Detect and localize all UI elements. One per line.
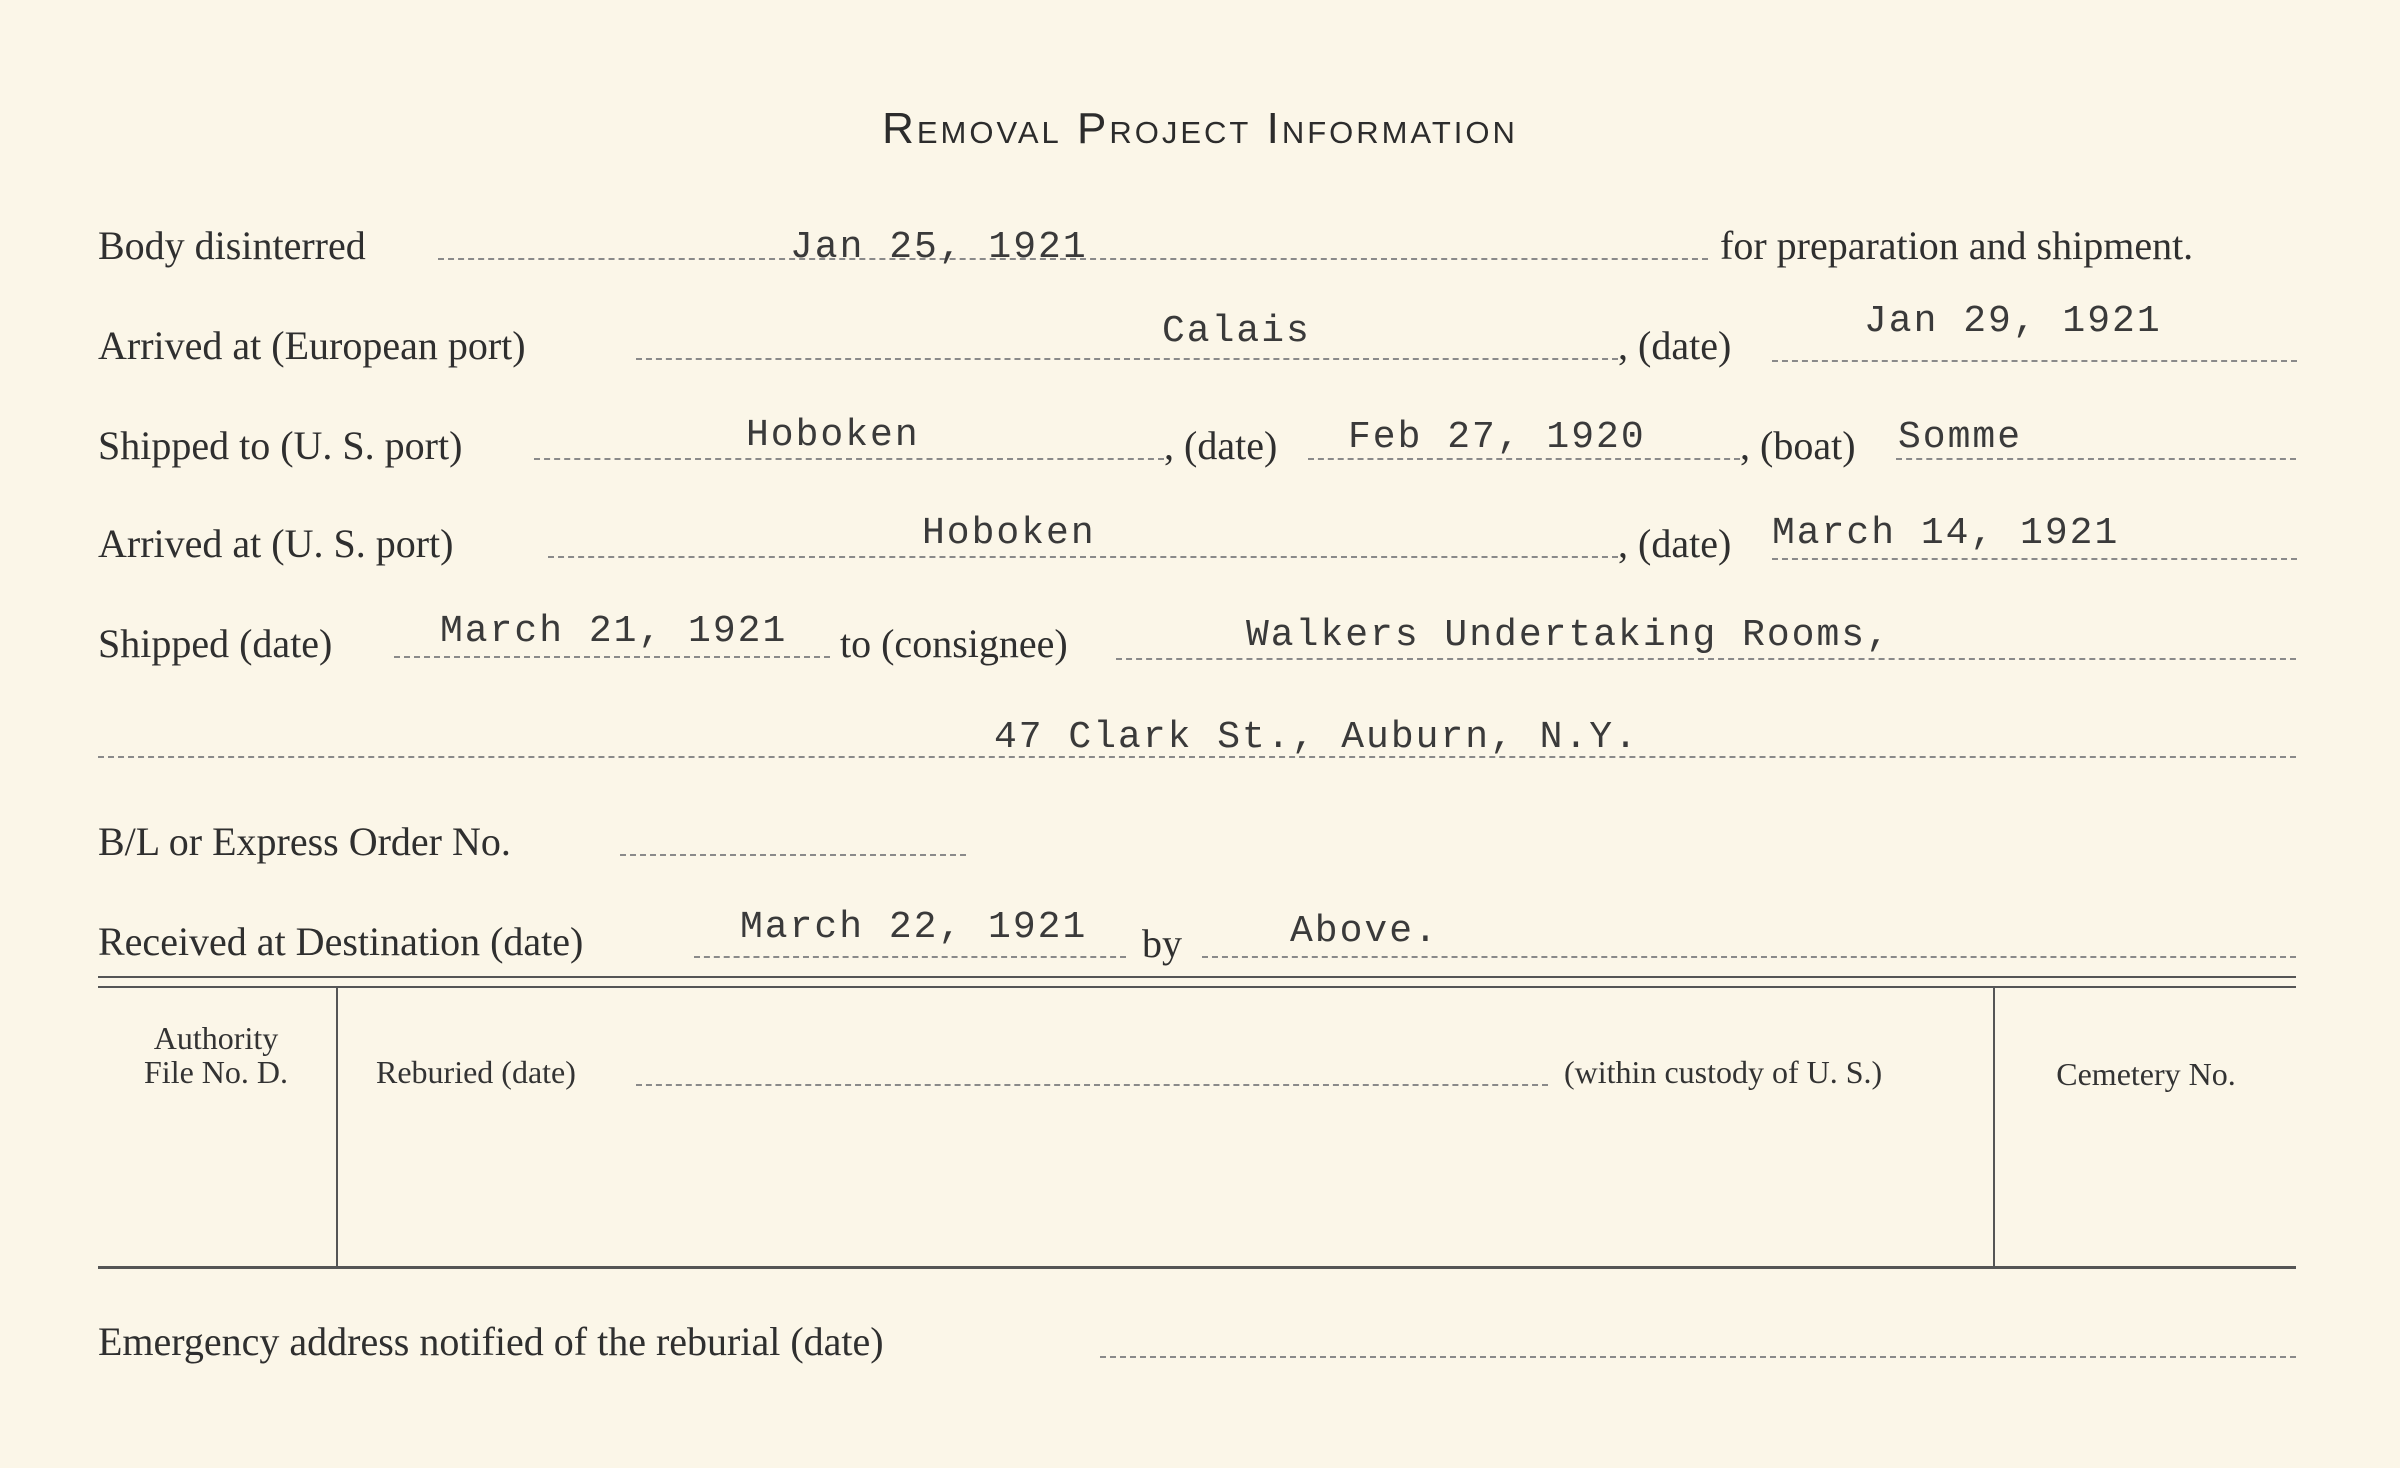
label-to-consignee: to (consignee) [840, 621, 1068, 666]
label-file-no: File No. D. [144, 1054, 288, 1090]
disinterred-date-value: Jan 25, 1921 [790, 226, 1088, 269]
european-date-value: Jan 29, 1921 [1864, 300, 2162, 343]
label-date-1: , (date) [1618, 323, 1732, 368]
label-authority: Authority [153, 1020, 279, 1056]
label-bl-order: B/L or Express Order No. [98, 819, 511, 864]
european-port-value: Calais [1162, 310, 1311, 353]
received-by-line [1202, 956, 2296, 958]
box-top-rule-2 [98, 986, 2296, 988]
boat-value: Somme [1898, 416, 2023, 459]
reburied-line [636, 1084, 1548, 1086]
label-for-preparation: for preparation and shipment. [1720, 223, 2194, 268]
consignee-value: Walkers Undertaking Rooms, [1246, 614, 1891, 657]
label-cemetery-no: Cemetery No. [2056, 1056, 2236, 1092]
label-shipped-date: Shipped (date) [98, 621, 333, 666]
us-port-shipped-line [534, 458, 1164, 460]
us-port-arrived-value: Hoboken [922, 512, 1096, 555]
label-body-disinterred: Body disinterred [98, 223, 366, 268]
received-date-line [694, 956, 1126, 958]
box-divider-left [336, 988, 338, 1266]
emergency-line [1100, 1356, 2296, 1358]
consignee-line [1116, 658, 2296, 660]
shipped-date-value: Feb 27, 1920 [1348, 416, 1646, 459]
label-boat: , (boat) [1740, 423, 1856, 468]
us-port-shipped-value: Hoboken [746, 414, 920, 457]
label-arrived-us: Arrived at (U. S. port) [98, 521, 454, 566]
received-date-value: March 22, 1921 [740, 906, 1088, 949]
card-title: Removal Project Information [882, 104, 1518, 153]
label-shipped-us: Shipped to (U. S. port) [98, 423, 463, 468]
us-port-arrived-line [548, 556, 1618, 558]
arrived-date-line [1772, 558, 2297, 560]
bl-order-line [620, 854, 966, 856]
shipped-to-date-value: March 21, 1921 [440, 610, 788, 653]
box-divider-right [1993, 988, 1995, 1266]
label-arrived-european: Arrived at (European port) [98, 323, 526, 368]
box-bottom-rule [98, 1266, 2296, 1269]
arrived-date-value: March 14, 1921 [1772, 512, 2120, 555]
label-within-custody: (within custody of U. S.) [1564, 1054, 1883, 1090]
received-by-value: Above. [1290, 910, 1439, 953]
consignee-address-value: 47 Clark St., Auburn, N.Y. [994, 716, 1639, 759]
box-top-rule-1 [98, 976, 2296, 978]
label-emergency: Emergency address notified of the reburial (date) [98, 1319, 884, 1364]
label-received-dest: Received at Destination (date) [98, 919, 584, 964]
european-port-line [636, 358, 1618, 360]
european-date-line [1772, 360, 2297, 362]
label-date-2: , (date) [1164, 423, 1278, 468]
label-by: by [1142, 921, 1182, 966]
label-reburied: Reburied (date) [376, 1054, 576, 1090]
label-date-3: , (date) [1618, 521, 1732, 566]
shipped-to-date-line [394, 656, 830, 658]
